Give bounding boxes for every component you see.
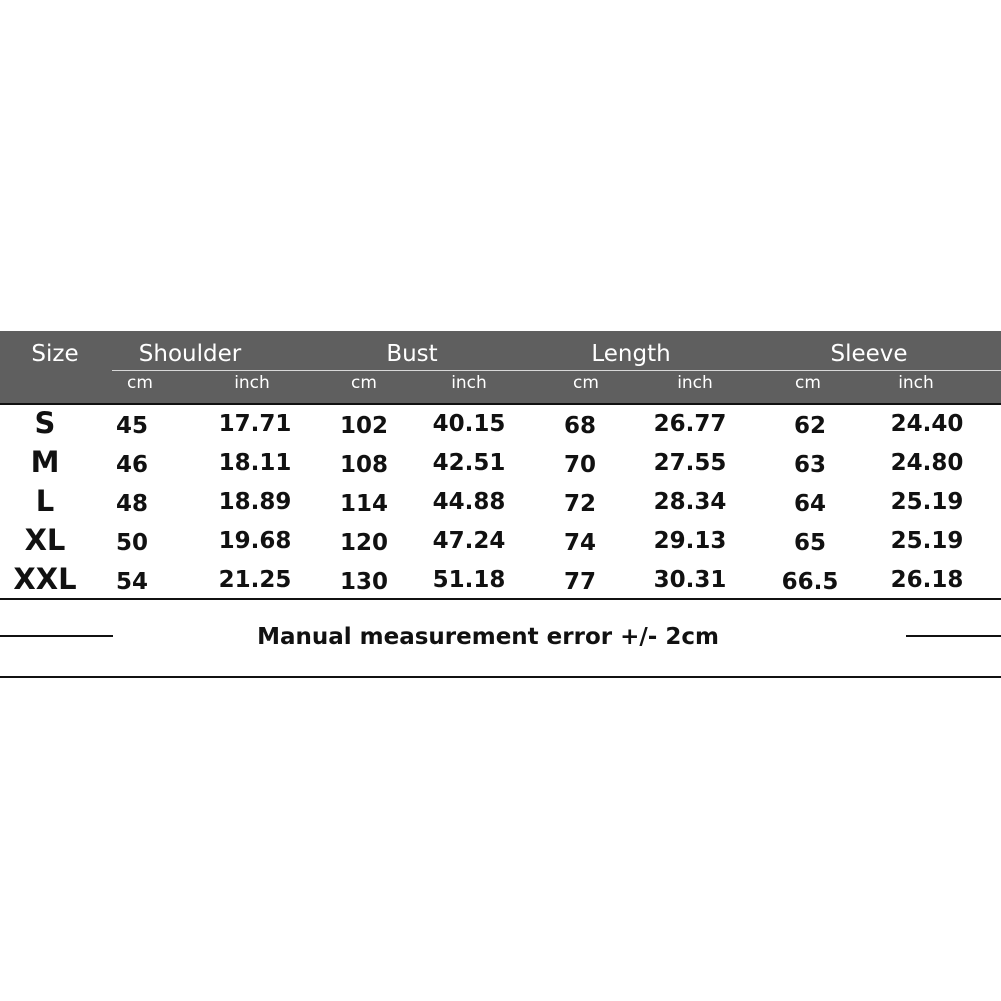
shoulder-inch-cell: 19.68 (218, 528, 292, 554)
shoulder-cm-unit: cm (127, 373, 153, 393)
bust-inch-cell: 42.51 (432, 450, 506, 476)
header-bottom-rule (0, 403, 1001, 405)
length-inch-cell: 27.55 (653, 450, 727, 476)
shoulder-inch-cell: 18.89 (218, 489, 292, 515)
length-inch-cell: 26.77 (653, 411, 727, 437)
length-cm-cell: 77 (563, 569, 597, 595)
size-column-header: Size (31, 341, 79, 367)
sleeve-inch-cell: 25.19 (890, 489, 964, 515)
length-inch-cell: 29.13 (653, 528, 727, 554)
bust-cm-unit: cm (351, 373, 377, 393)
size-label: XL (24, 523, 66, 557)
sleeve-cm-cell: 66.5 (781, 569, 839, 595)
sleeve-inch-unit: inch (898, 373, 934, 393)
shoulder-cm-cell: 54 (115, 569, 149, 595)
bust-cm-cell: 130 (339, 569, 389, 595)
shoulder-cm-cell: 45 (115, 413, 149, 439)
length-inch-cell: 30.31 (653, 567, 727, 593)
table-bottom-rule (0, 598, 1001, 600)
table-header (0, 331, 1001, 403)
length-cm-cell: 68 (563, 413, 597, 439)
shoulder-inch-cell: 18.11 (218, 450, 292, 476)
bust-cm-cell: 108 (339, 452, 389, 478)
size-label: XXL (13, 562, 77, 596)
size-label: S (34, 406, 56, 440)
header-divider (112, 370, 1001, 371)
note-right-line (906, 635, 1001, 637)
bust-inch-unit: inch (451, 373, 487, 393)
sleeve-column-header: Sleeve (830, 341, 908, 367)
length-column-header: Length (591, 341, 671, 367)
bust-cm-cell: 120 (339, 530, 389, 556)
shoulder-inch-cell: 17.71 (218, 411, 292, 437)
shoulder-cm-cell: 48 (115, 491, 149, 517)
length-inch-cell: 28.34 (653, 489, 727, 515)
bust-inch-cell: 44.88 (432, 489, 506, 515)
note-left-line (0, 635, 113, 637)
sleeve-cm-cell: 63 (793, 452, 827, 478)
length-inch-unit: inch (677, 373, 713, 393)
size-label: L (35, 484, 55, 518)
bust-column-header: Bust (386, 341, 438, 367)
bust-inch-cell: 51.18 (432, 567, 506, 593)
length-cm-cell: 72 (563, 491, 597, 517)
size-label: M (30, 445, 60, 479)
bust-inch-cell: 47.24 (432, 528, 506, 554)
sleeve-cm-cell: 65 (793, 530, 827, 556)
sleeve-cm-cell: 64 (793, 491, 827, 517)
shoulder-cm-cell: 46 (115, 452, 149, 478)
sleeve-cm-cell: 62 (793, 413, 827, 439)
shoulder-cm-cell: 50 (115, 530, 149, 556)
measurement-error-note: Manual measurement error +/- 2cm (257, 624, 719, 650)
length-cm-cell: 74 (563, 530, 597, 556)
length-cm-unit: cm (573, 373, 599, 393)
sleeve-cm-unit: cm (795, 373, 821, 393)
shoulder-inch-cell: 21.25 (218, 567, 292, 593)
size-chart-table (0, 331, 1001, 681)
bust-inch-cell: 40.15 (432, 411, 506, 437)
length-cm-cell: 70 (563, 452, 597, 478)
bust-cm-cell: 102 (339, 413, 389, 439)
sleeve-inch-cell: 24.80 (890, 450, 964, 476)
shoulder-column-header: Shoulder (138, 341, 242, 367)
sleeve-inch-cell: 24.40 (890, 411, 964, 437)
sleeve-inch-cell: 26.18 (890, 567, 964, 593)
note-bottom-rule (0, 676, 1001, 678)
shoulder-inch-unit: inch (234, 373, 270, 393)
bust-cm-cell: 114 (339, 491, 389, 517)
sleeve-inch-cell: 25.19 (890, 528, 964, 554)
